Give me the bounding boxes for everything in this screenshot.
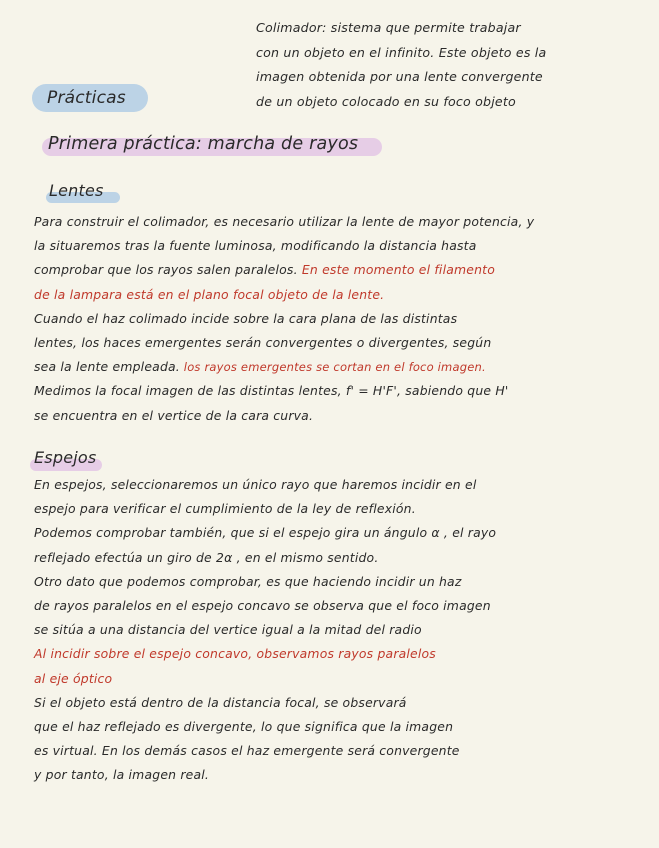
espejos-heading: Espejos	[34, 448, 97, 467]
text-line: que el haz reflejado es divergente, lo que significa que la imagen	[34, 719, 454, 735]
note-line: con un objeto en el infinito. Este objeto es la	[256, 44, 547, 60]
text-line: Podemos comprobar también, que si el espejo gira un ángulo α , el rayo	[34, 525, 497, 541]
note-line: de un objeto colocado en su foco objeto	[256, 93, 516, 109]
note-line: imagen obtenida por una lente convergente	[256, 69, 543, 84]
red-note: los rayos emergentes se cortan en el foco imagen.	[179, 360, 486, 375]
red-note: En este momento el filamento	[297, 262, 495, 278]
text-line: Cuando el haz colimado incide sobre la cara plana de las distintas	[34, 310, 458, 326]
text-line: Para construir el colimador, es necesario utilizar la lente de mayor potencia, y	[34, 214, 535, 229]
red-note-line: de la lampara está en el plano focal objeto de la lente.	[34, 286, 385, 302]
text-line: de rayos paralelos en el espejo concavo se observa que el foco imagen	[34, 598, 491, 614]
text-line: Si el objeto está dentro de la distancia focal, se observará	[34, 694, 407, 710]
primera-practica-heading: Primera práctica: marcha de rayos	[48, 134, 359, 154]
text-line: espejo para verificar el cumplimiento de la ley de reflexión.	[34, 501, 416, 517]
text-line	[34, 258, 624, 282]
text-line: y por tanto, la imagen real.	[34, 767, 210, 783]
text-line: En espejos, seleccionaremos un único rayo que haremos incidir en el	[34, 477, 477, 492]
text-line: reflejado efectúa un giro de 2α , en el mismo sentido.	[34, 549, 379, 565]
text-span: sea la lente empleada.	[34, 359, 180, 375]
text-line	[34, 355, 624, 379]
text-line: lentes, los haces emergentes serán convergentes o divergentes, según	[34, 335, 492, 351]
text-line: Otro dato que podemos comprobar, es que haciendo incidir un haz	[34, 573, 462, 589]
text-line: es virtual. En los demás casos el haz emergente será convergente	[34, 743, 460, 759]
text-span: comprobar que los rayos salen paralelos.	[34, 262, 298, 278]
text-line: la situaremos tras la fuente luminosa, modificando la distancia hasta	[34, 238, 477, 254]
text-line: Medimos la focal imagen de las distintas lentes, f' = H'F', sabiendo que H'	[34, 383, 509, 399]
colimador-note	[256, 16, 636, 114]
note-line: Colimador: sistema que permite trabajar	[256, 20, 521, 35]
lentes-paragraph	[34, 210, 624, 428]
espejos-paragraph	[34, 473, 624, 788]
red-note-line: al eje óptico	[34, 670, 113, 686]
practicas-title: Prácticas	[47, 88, 126, 108]
red-note-line: Al incidir sobre el espejo concavo, observamos rayos paralelos	[34, 646, 436, 662]
text-line: se sitúa a una distancia del vertice igual a la mitad del radio	[34, 622, 422, 638]
text-line: se encuentra en el vertice de la cara curva.	[34, 407, 314, 423]
lentes-heading: Lentes	[49, 181, 104, 200]
